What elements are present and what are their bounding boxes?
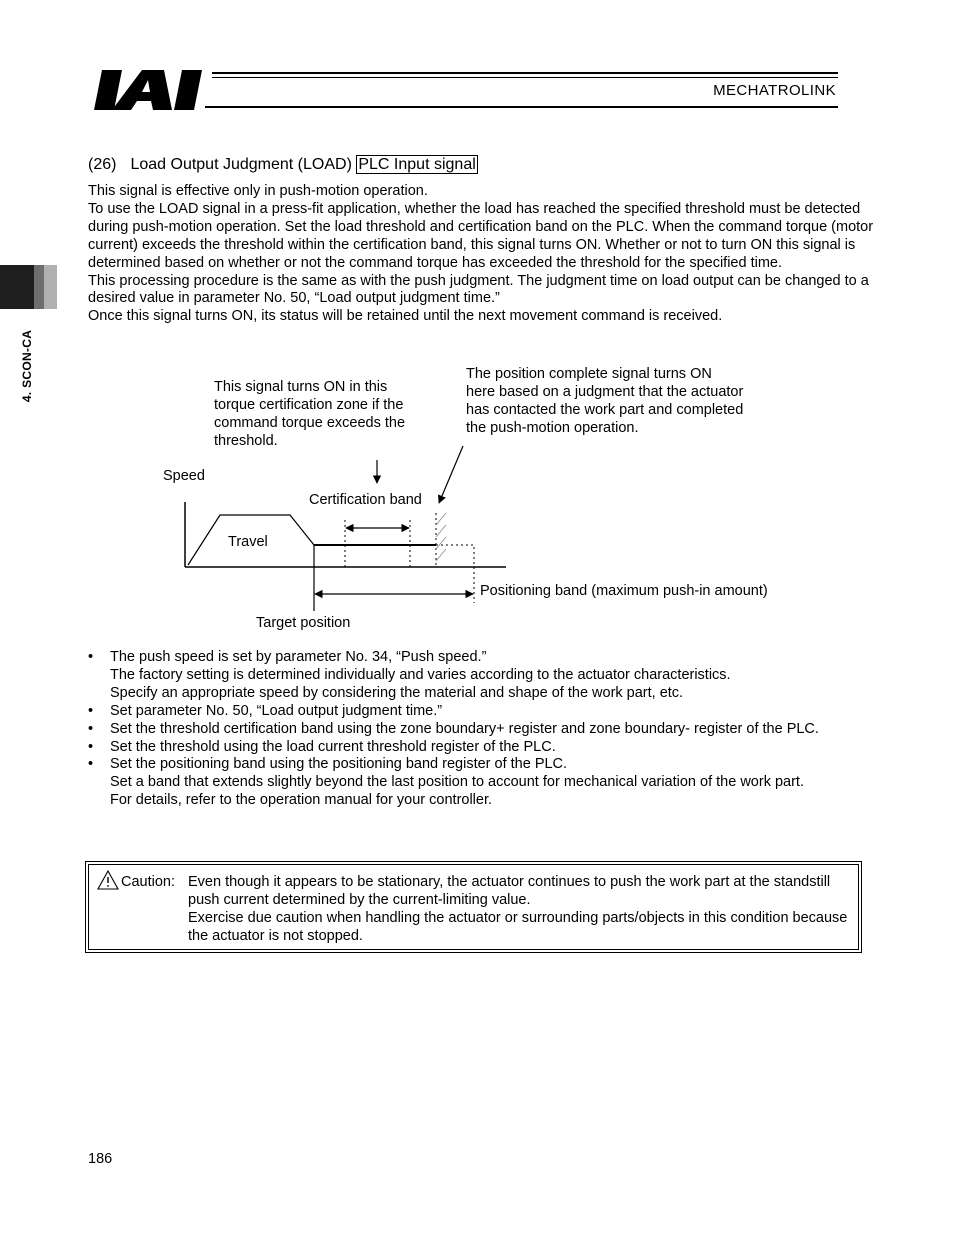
- positioning-band-label: Positioning band (maximum push-in amount): [480, 583, 768, 599]
- position-note-line: the push-motion operation.: [466, 420, 639, 436]
- chapter-tab-mid: [34, 265, 44, 309]
- target-position-label: Target position: [256, 615, 351, 631]
- list-item: • Set parameter No. 50, “Load output judgment time.”: [88, 703, 878, 721]
- intro-text: [88, 183, 878, 326]
- caution-paragraph: Even though it appears to be stationary, the actuator continues to push the work part at the standstill push current determined by the current-limiting value.: [188, 874, 831, 908]
- section-number: (26): [88, 156, 117, 173]
- signal-type-tag: PLC Input signal: [358, 156, 476, 173]
- header-rule-top: [212, 72, 838, 74]
- iai-logo: [90, 66, 210, 114]
- intro-paragraph: This signal is effective only in push-motion operation.: [88, 183, 428, 199]
- chapter-label: 4. SCON-CA: [20, 329, 34, 403]
- intro-paragraph: This processing procedure is the same as with the push judgment. The judgment time on load output can be changed to a desired value in parameter No. 50, “Load output judgment time.”: [88, 272, 869, 307]
- list-item: • Set the positioning band using the positioning band register of the PLC. Set a band that extends slightly beyond the last position to account for mechanical variation of the work part. For details, refer to the operation manual for your controller.: [88, 756, 878, 810]
- list-item: • Set the threshold certification band using the zone boundary+ register and zone boundary- register of the PLC.: [88, 721, 878, 739]
- travel-label: Travel: [228, 534, 268, 550]
- settings-list: [88, 649, 878, 810]
- position-note-line: has contacted the work part and completed: [466, 402, 744, 418]
- position-note-line: The position complete signal turns ON: [466, 366, 712, 382]
- header-rule-middle: [212, 77, 838, 78]
- list-item: • Set the threshold using the load current threshold register of the PLC.: [88, 739, 878, 757]
- speed-axis-label: Speed: [163, 468, 205, 484]
- chapter-tab-light: [44, 265, 57, 309]
- position-note-line: here based on a judgment that the actuator: [466, 384, 744, 400]
- list-item: • The push speed is set by parameter No. 34, “Push speed.” The factory setting is determined individually and varies according to the actuator characteristics. Specify an appropriate speed by considering the material and shape of the work part, etc.: [88, 649, 878, 703]
- caution-paragraph: Exercise due caution when handling the actuator or surrounding parts/objects in this condition because the actuator is not stopped.: [188, 909, 848, 944]
- torque-note-line: torque certification zone if the: [214, 397, 404, 413]
- caution-label: Caution:: [121, 874, 176, 890]
- push-motion-diagram: [0, 355, 954, 645]
- torque-note-line: threshold.: [214, 433, 278, 449]
- header-rule-bottom: [205, 106, 838, 108]
- position-pointer-arrow: [439, 446, 463, 503]
- caution-text: [188, 874, 848, 946]
- section-title: [88, 156, 478, 174]
- torque-note-line: command torque exceeds the: [214, 415, 406, 431]
- page-number: 186: [88, 1151, 113, 1167]
- torque-note-line: This signal turns ON in this: [214, 379, 388, 395]
- header-product-name: MECHATROLINK: [713, 82, 836, 99]
- chapter-tab-dark: [0, 265, 34, 309]
- warning-icon: [97, 870, 119, 890]
- section-heading: Load Output Judgment (LOAD): [130, 156, 352, 173]
- intro-paragraph: Once this signal turns ON, its status will be retained until the next movement command is received.: [88, 308, 723, 325]
- certification-band-label: Certification band: [309, 492, 422, 508]
- positioning-band-outline: [436, 545, 474, 567]
- intro-paragraph: To use the LOAD signal in a press-fit application, whether the load has reached the specified threshold must be detected during push-motion operation. Set the load threshold and certification band on the PLC. When the command torque (motor current) exceeds the threshold within the certification band, this signal turns ON. Whether or not to turn ON this signal is determined based on whether or not the command torque has exceeded the threshold for the specified time.: [88, 200, 874, 271]
- work-part-hatching: [436, 513, 446, 561]
